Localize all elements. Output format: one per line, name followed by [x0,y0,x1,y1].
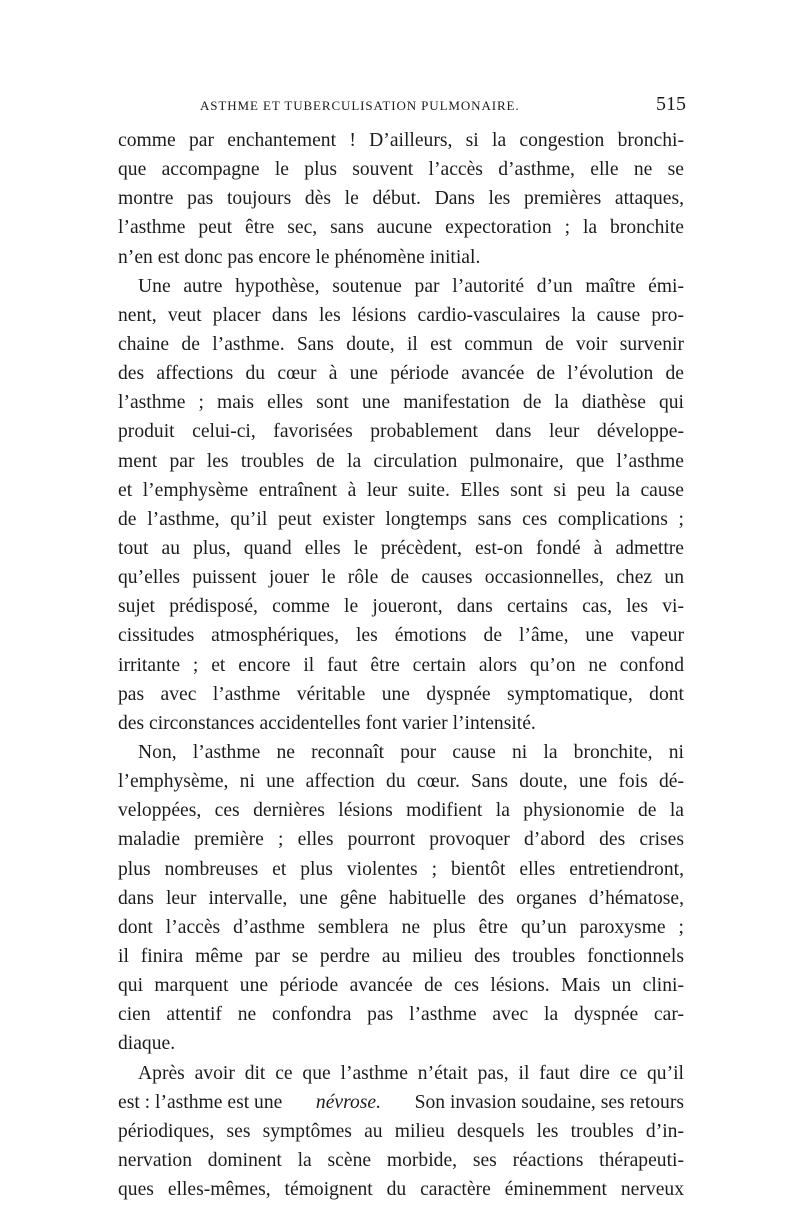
text-line: Une autre hypothèse, soutenue par l’autorité d’un maître émi- [138,275,684,297]
text-line: ques elles-mêmes, témoignent du caractère éminemment nerveux [118,1179,684,1201]
text-line: il finira même par se perdre au milieu des troubles fonctionnels [118,945,684,967]
text-line: l’asthme ; mais elles sont une manifestation de la diathèse qui [118,392,684,414]
text-segment: est : l’asthme est une [118,1091,283,1113]
body-text [118,126,684,1204]
page-number: 515 [656,93,686,115]
text-line: veloppées, ces dernières lésions modifient la physionomie de la [118,800,684,822]
page-header [118,93,686,124]
text-line: qu’elles puissent jouer le rôle de causes occasionnelles, chez un [118,567,684,589]
text-line: des circonstances accidentelles font varier l’intensité. [118,712,536,734]
text-line-with-italic [118,1088,684,1117]
text-line: de l’asthme, qu’il peut exister longtemps sans ces complications ; [118,508,684,530]
text-line: Après avoir dit ce que l’asthme n’était pas, il faut dire ce qu’il [138,1062,684,1084]
text-line: cien attentif ne confondra pas l’asthme avec la dyspnée car- [118,1004,684,1026]
text-line: nent, veut placer dans les lésions cardio-vasculaires la cause pro- [118,304,684,326]
text-line: l’asthme peut être sec, sans aucune expectoration ; la bronchite [118,217,684,239]
text-line: et l’emphysème entraînent à leur suite. Elles sont si peu la cause [118,479,684,501]
text-line: cissitudes atmosphériques, les émotions de l’âme, une vapeur [118,625,684,647]
text-line: n’en est donc pas encore le phénomène initial. [118,246,481,268]
text-line: produit celui-ci, favorisées probablement dans leur développe- [118,421,684,443]
text-line: tout au plus, quand elles le précèdent, est-on fondé à admettre [118,537,684,559]
text-line: qui marquent une période avancée de ces lésions. Mais un clini- [118,975,684,997]
text-line: pas avec l’asthme véritable une dyspnée symptomatique, dont [118,683,684,705]
text-line: nervation dominent la scène morbide, ses réactions thérapeuti- [118,1149,684,1171]
text-line: comme par enchantement ! D’ailleurs, si la congestion bronchi- [118,130,684,151]
text-line: Non, l’asthme ne reconnaît pour cause ni la bronchite, ni [138,741,684,763]
text-line: plus nombreuses et plus violentes ; bientôt elles entretiendront, [118,858,684,880]
text-line: que accompagne le plus souvent l’accès d’asthme, elle ne se [118,159,684,181]
text-line: des affections du cœur à une période avancée de l’évolution de [118,363,684,385]
text-segment: Son invasion soudaine, ses retours [414,1091,684,1113]
text-line: montre pas toujours dès le début. Dans les premières attaques, [118,188,684,210]
text-line: irritante ; et encore il faut être certain alors qu’on ne confond [118,654,684,676]
text-line: dont l’accès d’asthme semblera ne plus être qu’un paroxysme ; [118,916,684,938]
text-line: périodiques, ses symptômes au milieu desquels les troubles d’in- [118,1120,684,1142]
text-line: maladie première ; elles pourront provoquer d’abord des crises [118,829,684,851]
italic-term: névrose. [315,1091,382,1113]
text-line: dans leur intervalle, une gêne habituelle des organes d’hématose, [118,887,684,909]
text-line: l’emphysème, ni une affection du cœur. Sans doute, une fois dé- [118,771,684,793]
text-line: diaque. [118,1033,176,1055]
text-line: ment par les troubles de la circulation pulmonaire, que l’asthme [118,450,684,472]
text-line: sujet prédisposé, comme le joueront, dans certains cas, les vi- [118,596,684,618]
text-line: chaine de l’asthme. Sans doute, il est commun de voir survenir [118,333,684,355]
running-head: ASTHME ET TUBERCULISATION PULMONAIRE. [200,98,520,113]
